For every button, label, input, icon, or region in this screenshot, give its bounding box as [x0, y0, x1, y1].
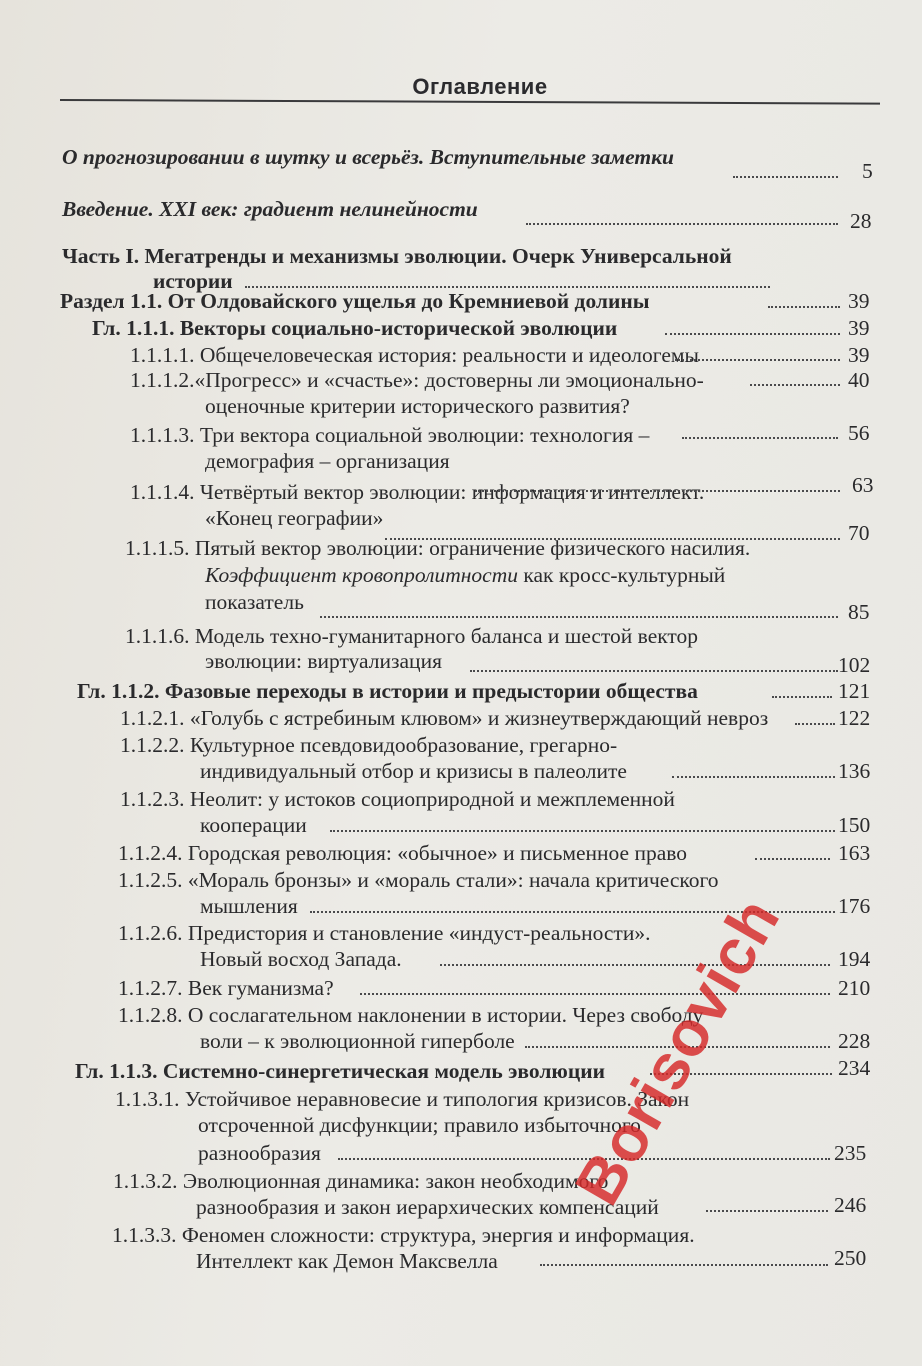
toc-entry-text: оценочные критерии исторического развития?: [205, 394, 630, 418]
watermark: Borisovich: [560, 885, 794, 1217]
toc-entry-text: Часть I. Мегатренды и механизмы эволюции. Очерк Универсальной: [62, 244, 732, 268]
toc-page-number: 40: [848, 368, 870, 392]
toc-entry-text: 1.1.3.1. Устойчивое неравновесие и типология кризисов. Закон: [115, 1087, 690, 1111]
toc-entry-text: 1.1.2.5. «Мораль бронзы» и «мораль стали»: начала критического: [118, 868, 719, 892]
toc-page-number: 234: [838, 1056, 871, 1080]
toc-line-italic-term: [205, 562, 725, 588]
toc-entry-text: демография – организация: [205, 449, 450, 473]
toc-page-number: 122: [838, 706, 871, 730]
toc-page-number: 163: [838, 841, 871, 865]
toc-page-last: 250: [834, 1246, 867, 1270]
toc-leader-last: [540, 1264, 828, 1266]
toc-entry-text: 1.1.3.2. Эволюционная динамика: закон необходимого: [113, 1169, 609, 1193]
toc-page-number: 176: [838, 894, 871, 918]
toc-leader: [360, 993, 830, 995]
toc-leader: [682, 437, 838, 439]
toc-page-number: 102: [838, 653, 871, 677]
toc-leader: [440, 964, 830, 966]
toc-entry-text: Интеллект как Демон Максвелла: [196, 1249, 498, 1273]
toc-page-number: 56: [848, 421, 870, 445]
toc-leader: [320, 616, 838, 618]
toc-entry-text: разнообразия: [198, 1141, 321, 1165]
toc-entry-text: 1.1.1.5. Пятый вектор эволюции: ограничение физического насилия.: [125, 536, 751, 560]
toc-entry-text: О прогнозировании в шутку и всерьёз. Вступительные заметки: [62, 145, 674, 169]
toc-entry-text: 1.1.1.4. Четвёртый вектор эволюции: информация и интеллект.: [130, 480, 705, 504]
toc-leader: [750, 384, 840, 386]
toc-leader: [470, 670, 838, 672]
toc-entry-text: 1.1.2.2. Культурное псевдовидообразование, грегарно-: [120, 733, 618, 757]
toc-entry-text: показатель: [205, 590, 304, 614]
toc-entry-text: Гл. 1.1.3. Системно-синергетическая модель эволюции: [75, 1059, 605, 1083]
toc-entry-text: «Конец географии»: [205, 506, 384, 530]
toc-page-number: 85: [848, 600, 870, 624]
toc-page-number: 228: [838, 1029, 871, 1053]
toc-leader: [675, 359, 840, 361]
italic-term: Коэффициент кровопролитности: [205, 563, 518, 587]
toc-leader: [772, 696, 832, 698]
toc-entry-text: 1.1.1.1. Общечеловеческая история: реальности и идеологемы: [130, 343, 699, 367]
toc-leader: [706, 1210, 828, 1212]
toc-entry-text: 1.1.2.4. Городская революция: «обычное» и письменное право: [118, 841, 688, 865]
toc-page-number: 121: [838, 679, 871, 703]
toc-entry-text: разнообразия и закон иерархических компенсаций: [196, 1195, 659, 1219]
toc-page-number: 150: [838, 813, 871, 837]
toc-page-number: 235: [834, 1141, 867, 1165]
toc-entry-text: 1.1.1.2.«Прогресс» и «счастье»: достоверны ли эмоционально-: [130, 368, 704, 392]
toc-leader: [526, 223, 838, 225]
toc-entry-text: 1.1.2.8. О сослагательном наклонении в истории. Через свободу: [118, 1003, 704, 1027]
toc-page-number: 246: [834, 1193, 867, 1217]
toc-leader: [733, 176, 838, 178]
toc-entry-text: истории: [153, 269, 233, 293]
toc-page-number: 70: [848, 521, 870, 545]
toc-page-number: 39: [848, 316, 870, 340]
toc-entry-text: Гл. 1.1.2. Фазовые переходы в истории и предыстории общества: [77, 679, 698, 703]
toc-entry-text: 1.1.1.3. Три вектора социальной эволюции: технология –: [130, 423, 650, 447]
toc-leader: [795, 723, 835, 725]
toc-entry-text: воли – к эволюционной гиперболе: [200, 1029, 515, 1053]
toc-leader: [768, 306, 840, 308]
toc-entry-text: Гл. 1.1.1. Векторы социально-исторической эволюции: [92, 316, 618, 340]
toc-entry-text: индивидуальный отбор и кризисы в палеолите: [200, 759, 627, 783]
toc-page-number: 63: [852, 473, 874, 497]
toc-entry-text: 1.1.2.3. Неолит: у истоков социоприродной и межплеменной: [120, 787, 675, 811]
toc-entry-text: отсроченной дисфункции; правило избыточного: [198, 1113, 641, 1137]
toc-entry-text: Новый восход Запада.: [200, 947, 402, 971]
toc-entry-text: эволюции: виртуализация: [205, 649, 442, 673]
toc-entry-text: 1.1.2.6. Предистория и становление «индуст-реальности».: [118, 921, 651, 945]
toc-page-number: 39: [848, 343, 870, 367]
toc-page-number: 39: [848, 289, 870, 313]
toc-leader: [665, 333, 840, 335]
toc-entry-text: 1.1.2.1. «Голубь с ястребиным клювом» и жизнеутверждающий невроз: [120, 706, 769, 730]
toc-entry-text: Раздел 1.1. От Олдовайского ущелья до Кремниевой долины: [60, 289, 650, 313]
toc-entry-text: мышления: [200, 894, 298, 918]
toc-leader: [385, 538, 840, 540]
toc-entry-text: 1.1.3.3. Феномен сложности: структура, энергия и информация.: [112, 1223, 695, 1247]
toc-entry-text: кооперации: [200, 813, 307, 837]
toc-page-number: 136: [838, 759, 871, 783]
toc-leader: [330, 830, 835, 832]
toc-title: Оглавление: [412, 74, 548, 99]
toc-entry-text: Введение. XXI век: градиент нелинейности: [62, 197, 478, 221]
toc-entry-text: 1.1.1.6. Модель техно-гуманитарного баланса и шестой вектор: [125, 624, 699, 648]
toc-entry-text: 1.1.2.7. Век гуманизма?: [118, 976, 334, 1000]
toc-leader: [475, 490, 840, 492]
toc-page-number: 210: [838, 976, 871, 1000]
italic-term-tail: как кросс-культурный: [517, 563, 726, 587]
toc-page-number: 194: [838, 947, 871, 971]
toc-page-number: 5: [862, 159, 873, 183]
toc-page-number: 28: [850, 209, 872, 233]
